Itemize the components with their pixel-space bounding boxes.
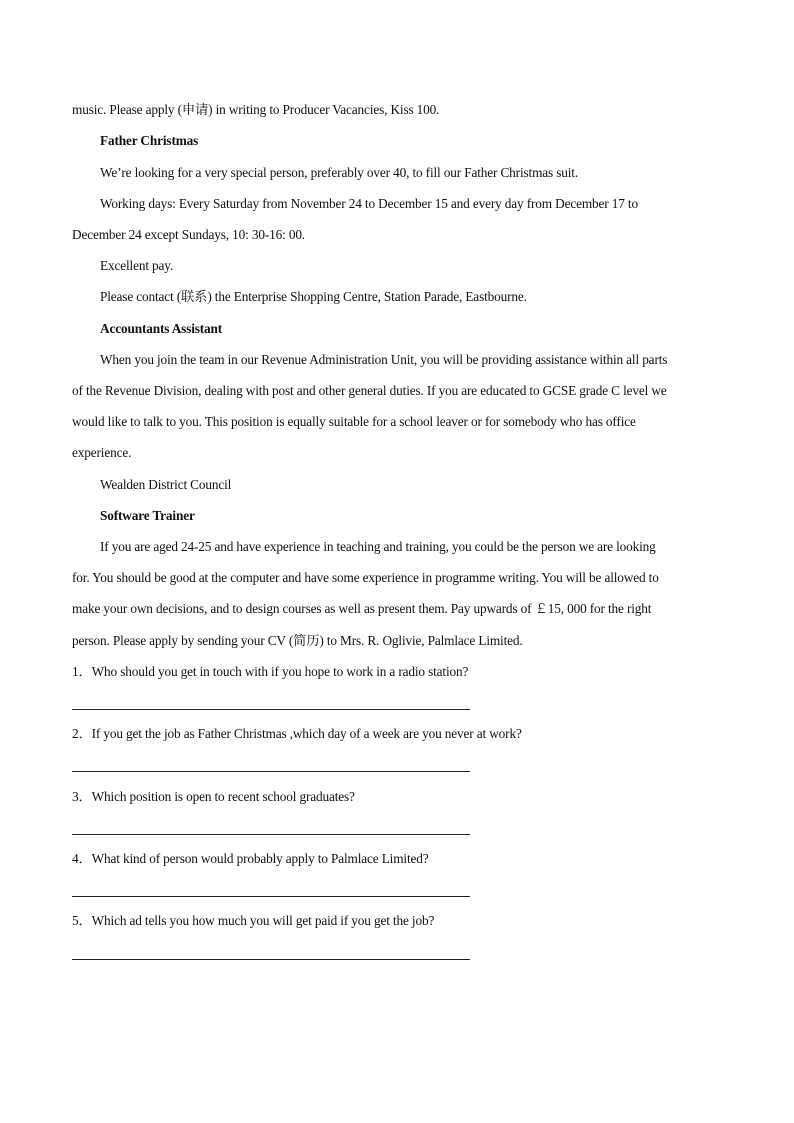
question-4: 4．What kind of person would probably apply to Palmlace Limited? xyxy=(72,851,429,866)
answer-line-2[interactable] xyxy=(72,771,470,772)
father-christmas-contact: Please contact (联系) the Enterprise Shopping Centre, Station Parade, Eastbourne. xyxy=(100,289,527,304)
father-christmas-desc: We’re looking for a very special person, preferably over 40, to fill our Father Christmas suit. xyxy=(100,165,579,180)
father-christmas-heading: Father Christmas xyxy=(100,133,199,148)
software-trainer-text-4: person. Please apply by sending your CV (简历) to Mrs. R. Oglivie, Palmlace Limited. xyxy=(72,633,523,648)
software-trainer-text-1: If you are aged 24-25 and have experience in teaching and training, you could be the person we are looking xyxy=(100,539,656,554)
father-christmas-pay: Excellent pay. xyxy=(100,258,174,273)
father-christmas-working-days-cont: December 24 except Sundays, 10: 30-16: 00. xyxy=(72,227,305,242)
software-trainer-heading: Software Trainer xyxy=(100,508,195,523)
accountants-assistant-text-1: When you join the team in our Revenue Administration Unit, you will be providing assistance within all parts xyxy=(100,352,668,367)
accountants-assistant-heading: Accountants Assistant xyxy=(100,321,223,336)
answer-line-4[interactable] xyxy=(72,896,470,897)
accountants-assistant-text-2: of the Revenue Division, dealing with post and other general duties. If you are educated to GCSE grade C level we xyxy=(72,383,667,398)
question-2: 2．If you get the job as Father Christmas ,which day of a week are you never at work? xyxy=(72,726,522,741)
software-trainer-text-2: for. You should be good at the computer and have some experience in programme writing. You will be allowed to xyxy=(72,570,659,585)
software-trainer-text-3: make your own decisions, and to design courses as well as present them. Pay upwards of ￡15, 000 for the right xyxy=(72,601,652,616)
question-5: 5．Which ad tells you how much you will get paid if you get the job? xyxy=(72,913,435,928)
accountants-assistant-text-3: would like to talk to you. This position is equally suitable for a school leaver or for somebody who has office xyxy=(72,414,636,429)
answer-line-3[interactable] xyxy=(72,834,470,835)
wealden-district-council: Wealden District Council xyxy=(100,477,232,492)
answer-line-1[interactable] xyxy=(72,709,470,710)
father-christmas-working-days: Working days: Every Saturday from November 24 to December 15 and every day from December 17 to xyxy=(100,196,638,211)
kiss-100-apply-text: music. Please apply (申请) in writing to Producer Vacancies, Kiss 100. xyxy=(72,102,440,117)
accountants-assistant-text-4: experience. xyxy=(72,445,132,460)
question-1: 1．Who should you get in touch with if you hope to work in a radio station? xyxy=(72,664,469,679)
question-3: 3．Which position is open to recent school graduates? xyxy=(72,789,355,804)
answer-line-5[interactable] xyxy=(72,959,470,960)
